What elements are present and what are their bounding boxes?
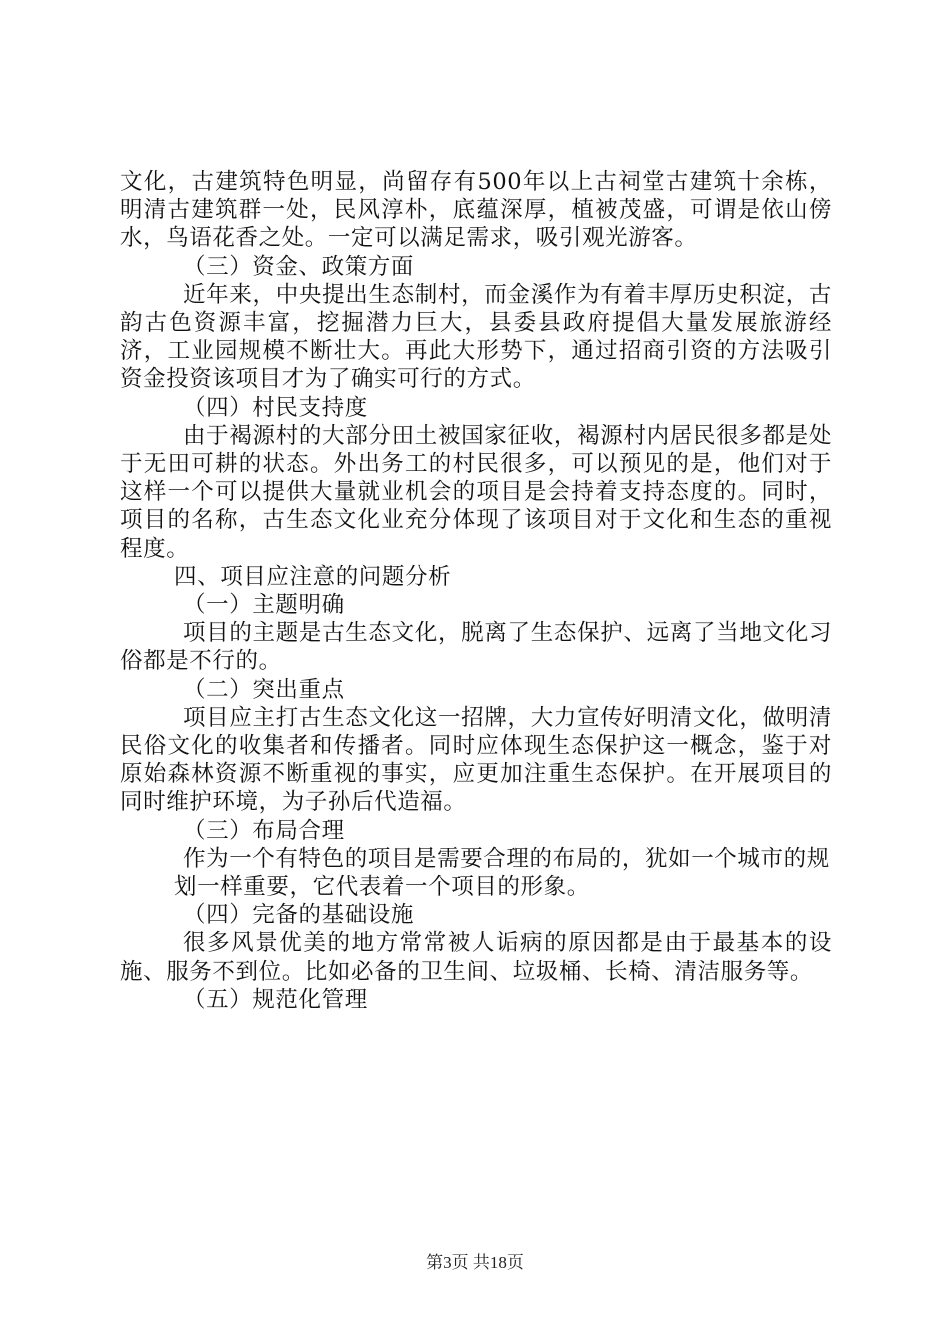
paragraph: 项目的主题是古生态文化，脱离了生态保护、远离了当地文化习俗都是不行的。 bbox=[120, 620, 832, 675]
subheading: （五）规范化管理 bbox=[183, 986, 368, 1013]
subheading: （三）布局合理 bbox=[183, 817, 345, 844]
subheading: （四）完备的基础设施 bbox=[183, 902, 415, 929]
page-footer: 第3页 共18页 bbox=[426, 1253, 524, 1272]
paragraph: 很多风景优美的地方常常被人诟病的原因都是由于最基本的设施、服务不到位。比如必备的卫生间、垃圾桶、长椅、清洁服务等。 bbox=[120, 930, 832, 985]
subheading: （四）村民支持度 bbox=[183, 394, 368, 421]
paragraph: 由于褐源村的大部分田土被国家征收，褐源村内居民很多都是处于无田可耕的状态。外出务工的村民很多，可以预见的是，他们对于这样一个可以提供大量就业机会的项目是会持着支持态度的。同时，项目的名称，古生态文化业充分体现了该项目对于文化和生态的重视程度。 bbox=[120, 422, 832, 562]
subheading: （三）资金、政策方面 bbox=[183, 253, 415, 280]
subheading: （一）主题明确 bbox=[183, 592, 345, 619]
paragraph: 划一样重要，它代表着一个项目的形象。 bbox=[174, 874, 590, 901]
document-body bbox=[120, 168, 832, 1014]
subheading: （二）突出重点 bbox=[183, 676, 345, 703]
section-heading: 四、项目应注意的问题分析 bbox=[174, 563, 452, 590]
paragraph: 文化，古建筑特色明显，尚留存有500年以上古祠堂古建筑十余栋，明清古建筑群一处，民风淳朴，底蕴深厚，植被茂盛，可谓是依山傍水，鸟语花香之处。一定可以满足需求，吸引观光游客。 bbox=[120, 169, 832, 252]
paragraph: 项目应主打古生态文化这一招牌，大力宣传好明清文化，做明清民俗文化的收集者和传播者。同时应体现生态保护这一概念，鉴于对原始森林资源不断重视的事实，应更加注重生态保护。在开展项目的同时维护环境，为子孙后代造福。 bbox=[120, 704, 832, 816]
paragraph: 作为一个有特色的项目是需要合理的布局的，犹如一个城市的规 bbox=[183, 845, 830, 872]
paragraph: 近年来，中央提出生态制村，而金溪作为有着丰厚历史积淀，古韵古色资源丰富，挖掘潜力巨大，县委县政府提倡大量发展旅游经济，工业园规模不断壮大。再此大形势下，通过招商引资的方法吸引资金投资该项目才为了确实可行的方式。 bbox=[120, 281, 832, 393]
